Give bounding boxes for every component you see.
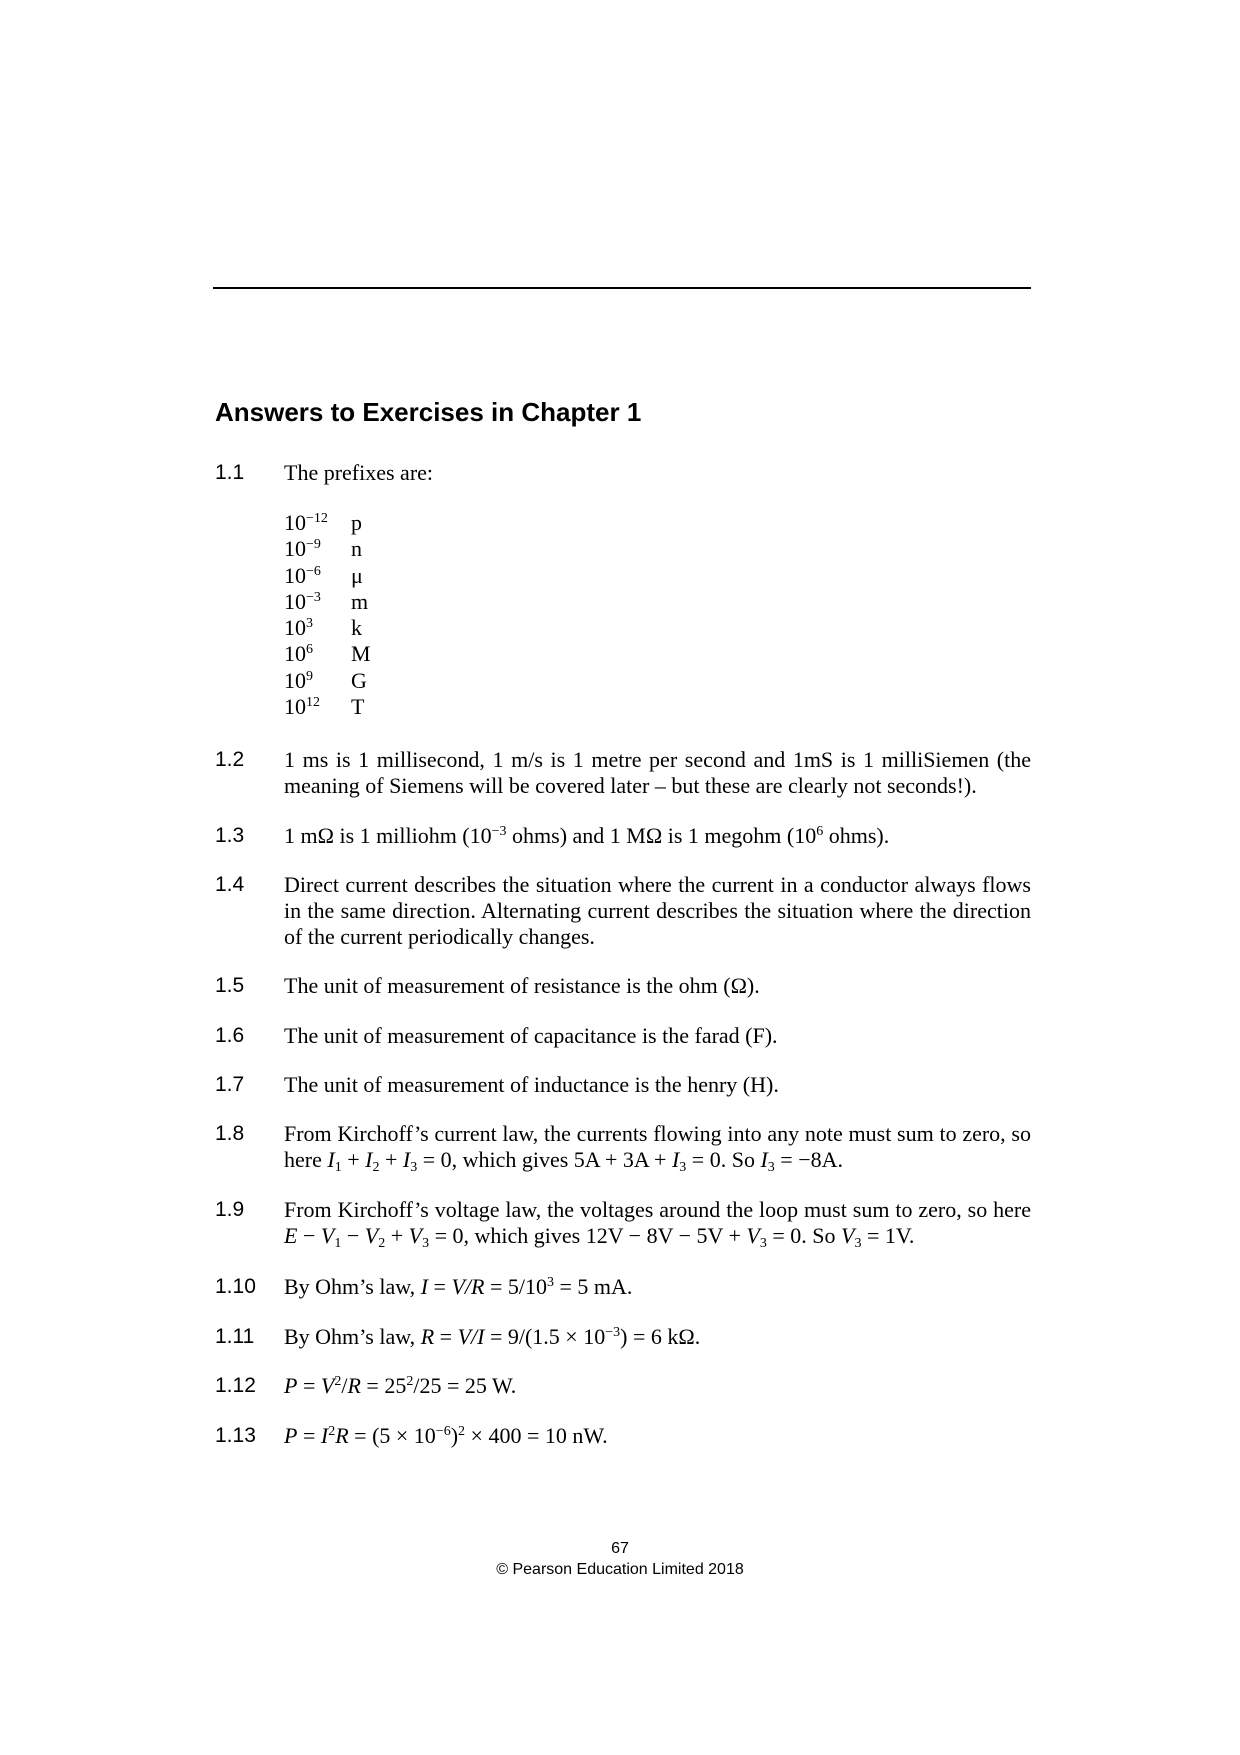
- answer-1-4: [215, 872, 1031, 950]
- answer-1-7: [215, 1072, 1031, 1098]
- prefix-row: $10^9$ G: [284, 667, 367, 693]
- answer-1-5: [215, 973, 1031, 999]
- answer-number: 1.11: [215, 1325, 255, 1348]
- answer-number: 1.10: [215, 1275, 256, 1298]
- answer-number: 1.6: [215, 1024, 245, 1047]
- answer-1-3: [215, 823, 1031, 849]
- answer-text: From Kirchoff’s voltage law, the voltages around the loop must sum to zero, so here $E - V_1 - V_2 + V_3 = 0$, which gives $12V - 8V - 5V + V_3 = 0$. So $V_3 = 1V$.: [284, 1197, 1031, 1251]
- answer-number: 1.5: [215, 974, 245, 997]
- answer-text: 1 mΩ is 1 milliohm ($10^{-3}$ ohms) and 1 MΩ is 1 megohm ($10^6$ ohms).: [284, 823, 890, 848]
- prefix-row: $10^{-12}$ p: [284, 510, 362, 535]
- prefix-row: $10^{12}$ T: [284, 694, 365, 720]
- answer-1-1: [215, 460, 1031, 486]
- answer-text: From Kirchoff’s current law, the currents flowing into any note must sum to zero, so here $I_1 + I_2 + I_3 = 0$, which gives $5A + 3A + I_3 = 0$. So $I_3 = -8A$.: [284, 1121, 1031, 1175]
- prefix-table: [284, 510, 371, 720]
- answer-number: 1.3: [215, 824, 245, 847]
- answer-text: $P = I^2R = (5 \times 10^{-6})^2 \times 400 = 10$ nW.: [284, 1423, 608, 1448]
- prefix-row: $10^{-9}$ n: [284, 536, 362, 562]
- answer-text: The unit of measurement of inductance is the henry (H).: [284, 1072, 779, 1097]
- answer-text: By Ohm’s law, $R = V/I = 9/(1.5 \times 10^{-3}) = 6$ kΩ.: [284, 1324, 701, 1349]
- answer-1-6: [215, 1023, 1031, 1049]
- answer-1-9: [215, 1197, 1031, 1249]
- answer-number: 1.12: [215, 1374, 256, 1397]
- prefix-row: $10^{-3}$ m: [284, 588, 369, 614]
- answer-text: 1 ms is 1 millisecond, 1 m/s is 1 metre per second and 1mS is 1 milliSiemen (the meaning of Siemens will be covered later – but these are clearly not seconds!).: [284, 747, 1031, 798]
- answer-number: 1.9: [215, 1198, 245, 1221]
- answer-number: 1.2: [215, 748, 245, 771]
- answer-text: By Ohm’s law, $I = V/R = 5/10^3 = 5$ mA.: [284, 1274, 633, 1299]
- page-number: 67: [611, 1540, 629, 1557]
- answer-1-11: [215, 1324, 1031, 1350]
- answer-1-10: [215, 1274, 1031, 1300]
- answer-number: 1.1: [215, 461, 245, 484]
- header-rule: [213, 287, 1031, 289]
- answer-number: 1.4: [215, 873, 245, 896]
- answer-1-8: [215, 1121, 1031, 1173]
- answer-number: 1.7: [215, 1073, 245, 1096]
- answer-1-13: [215, 1423, 1031, 1449]
- prefix-row: $10^{-6}$ μ: [284, 562, 363, 588]
- answer-text: The unit of measurement of capacitance is the farad (F).: [284, 1023, 778, 1048]
- answer-text: The prefixes are:: [284, 460, 434, 485]
- copyright: © Pearson Education Limited 2018: [496, 1561, 744, 1578]
- answer-1-12: [215, 1373, 1031, 1399]
- prefix-row: $10^6$ M: [284, 641, 371, 667]
- answer-1-2: [215, 747, 1031, 799]
- answer-number: 1.8: [215, 1122, 245, 1145]
- answer-text: Direct current describes the situation where the current in a conductor always flows in the same direction. Alternating current describes the situation where the direction of the current periodically changes.: [284, 872, 1031, 949]
- page-title: Answers to Exercises in Chapter 1: [215, 397, 642, 427]
- answer-number: 1.13: [215, 1424, 256, 1447]
- answer-text: $P = V^2/R = 25^2/25 = 25$ W.: [284, 1373, 517, 1398]
- answer-text: The unit of measurement of resistance is the ohm (Ω).: [284, 973, 760, 998]
- prefix-row: $10^3$ k: [284, 615, 362, 641]
